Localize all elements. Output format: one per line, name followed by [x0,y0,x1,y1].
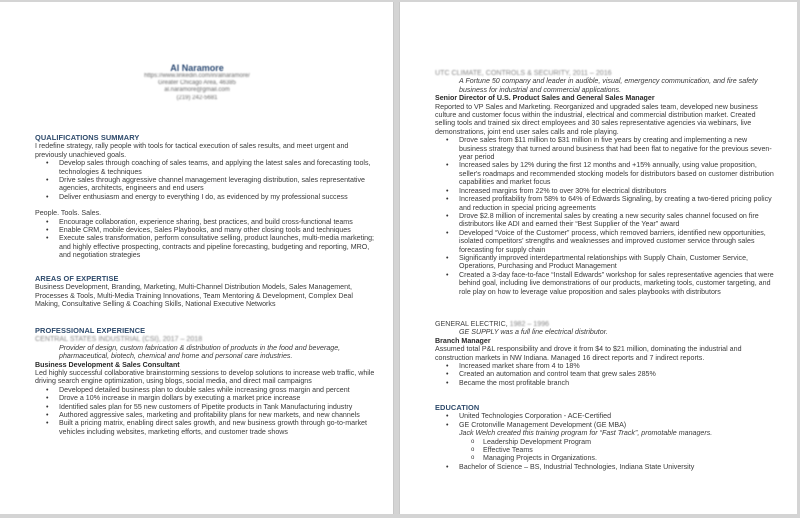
job-bullets [435,136,775,296]
resume-page-2 [399,2,797,514]
list-item: • Deliver enthusiasm and energy to everything I do, as evidenced by my professional success [59,193,375,201]
company-dates: 1982 – 1996 [509,320,550,328]
list-item: • Increased sales by 12% during the first 12 months and +15% annually, using value proposition, seller's roadmaps and recommended stocking models for distributors based on customer distribution capabilities and market focus [459,161,775,186]
company-description: GE SUPPLY was a full line electrical distributor. [459,328,608,337]
ge-mba: GE Crotonville Management Development (GE MBA) [459,420,627,429]
list-item: • Develop sales through coaching of sales teams, and applying the latest sales and forecasting tools, technologies & techniques [59,159,375,176]
list-item: • Drove sales from $11 million to $31 million in five years by creating and implementing a new business strategy that turned around business that had been flat to negative for the previous seven-year period [459,136,775,161]
resume-header [0,63,394,102]
list-item: • Increased margins from 22% to over 30% for electrical distributors [459,187,775,195]
list-item: • Increased market share from 4 to 18% [459,362,775,370]
list-item: o Effective Teams [483,446,775,454]
list-item: • Enable CRM, mobile devices, Sales Playbooks, and many other closing tools and techniques [59,226,375,234]
company-description: A Fortune 50 company and leader in audible, visual, emergency communication, and fire safety business for industrial and commercial applications. [459,77,758,94]
job-title: Branch Manager [435,336,491,345]
phone: (219) 242-5681 [176,94,218,101]
qualifications-list [35,159,375,201]
job-bullets [435,362,775,387]
education-list [435,412,775,471]
company-label: GENERAL ELECTRIC, [435,320,510,328]
candidate-name: Al Naramore [170,63,224,73]
list-item: • United Technologies Corporation - ACE-Certified [459,412,775,420]
section-title-education: EDUCATION [435,403,480,412]
company-name [435,320,775,328]
list-item: • Execute sales transformation, perform consultative selling, product launches, multi-media marketing; and highly effective prospecting, contracts and pipeline forecasting, budgeting and reporting, MRO, and negotiation strategies [59,234,375,259]
linkedin-url[interactable]: https://www.linkedin.com/in/alnaramore/ [144,73,250,79]
list-item: • Developed detailed business plan to double sales while increasing gross margin and percent [59,386,375,394]
section-title-expertise: AREAS OF EXPERTISE [35,274,119,283]
list-item: • Drive sales through aggressive channel management leveraging distribution, sales representative agencies, architects, engineers and end users [59,176,375,193]
list-item: • Created an automation and control team that grew sales 285% [459,370,775,378]
ge-note: Jack Welch created this training program for “Fast Track”, promotable managers. [459,429,713,438]
list-item: • Drove $2.8 million of incremental sales by creating a new security sales channel focused on fire distributors like ADI and earned their “Best Supplier of the Year” award [459,212,775,229]
list-item: • Identified sales plan for 55 new customers of Pipetite products in Tank Manufacturing industry [59,403,375,411]
expertise-text: Business Development, Branding, Marketing, Multi-Channel Distribution Models, Sales Management, Processes & Tools, Multi-Media Training Innovations, Team Mentoring & Development, Complex Deal Making, Consultative Selling & Coaching Skills, National Executive Networks [35,283,353,309]
job-summary: Led highly successful collaborative brainstorming sessions to develop solutions to increase web traffic, while driving search engine optimization, using blogs, social media, and direct mail campaigns [35,369,375,386]
list-item: • Became the most profitable branch [459,379,775,387]
email[interactable]: al.naramore@gmail.com [164,87,230,94]
location: Greater Chicago Area, 46385 [157,80,237,87]
company-description: Provider of design, custom fabrication & distribution of products in the food and beverage, pharmaceutical, biotech, chemical and home and personal care industries. [59,343,341,361]
list-item: • Authored aggressive sales, marketing and profitability plans for new markets, and new channels [59,411,375,419]
job-summary: Reported to VP Sales and Marketing. Reorganized and upgraded sales team, developed new business culture and customer focus within the industrial, electrical and commercial distribution market. Created selling tools and trained six direct employees and 30 sales representative agencies via webinars, live demonstrations, joint end user sales calls and role playing. [435,102,758,136]
qualifications-intro: I redefine strategy, rally people with tools for tactical execution of sales results, and meet urgent and previously unachieved goals. [35,142,349,159]
job-title: Senior Director of U.S. Product Sales and General Sales Manager [435,94,655,103]
company-name: UTC CLIMATE, CONTROLS & SECURITY, 2011 – 2016 [435,69,612,77]
job-utc [435,69,775,296]
job-bullets [35,386,375,436]
list-item [459,421,775,463]
qualifications-section [35,134,375,260]
section-title-experience: PROFESSIONAL EXPERIENCE [35,326,146,335]
company-name: CENTRAL STATES INDUSTRIAL (CSI), 2017 – 2018 [35,335,203,344]
list-item: • Developed “Voice of the Customer” process, which removed barriers, identified new opportunities, isolated competitors' strengths and weaknesses and improved customer service through sales forecasting for supply chain [459,229,775,254]
education-section [435,404,775,471]
job-title: Business Development & Sales Consultant [35,360,180,369]
resume-page-1 [0,2,394,514]
section-title-qualifications: QUALIFICATIONS SUMMARY [35,133,140,142]
list-item: • Drove a 10% increase in margin dollars by executing a market price increase [59,394,375,402]
qualifications-subheading: People. Tools. Sales. [35,209,102,218]
list-item: o Leadership Development Program [483,438,775,446]
ge-programs [459,438,775,463]
experience-section [35,327,375,436]
list-item: o Managing Projects in Organizations. [483,454,775,462]
list-item: • Built a pricing matrix, enabling direct sales growth, and new business growth through go-to-market vehicles including websites, marketing efforts, and customer trade shows [59,419,375,436]
qualifications-list-2 [35,218,375,260]
list-item: • Significantly improved interdepartmental relationships with Supply Chain, Customer Service, Operations, Purchasing and Product Management [459,254,775,271]
list-item: • Increased profitability from 58% to 64% of Edwards Signaling, by creating a two-tiered pricing policy and reduction in special pricing agreements [459,195,775,212]
job-summary: Assumed total P&L responsibility and drove it from $4 to $21 million, dominating the industrial and construction markets in NW Indiana. Managed 16 direct reports and 7 indirect reports. [435,345,742,362]
list-item: • Encourage collaboration, experience sharing, best practices, and build cross-functional teams [59,218,375,226]
expertise-section [35,275,375,309]
list-item: • Created a 3-day face-to-face “Install Edwards” workshop for sales representative agencies that were behind goal, including live demonstrations of our products, marketing tools, customer targeting, and role play on how to leverage value proposition and sales playbooks with distributors [459,271,775,296]
job-ge [435,320,775,387]
list-item: • Bachelor of Science – BS, Industrial Technologies, Indiana State University [459,463,775,471]
